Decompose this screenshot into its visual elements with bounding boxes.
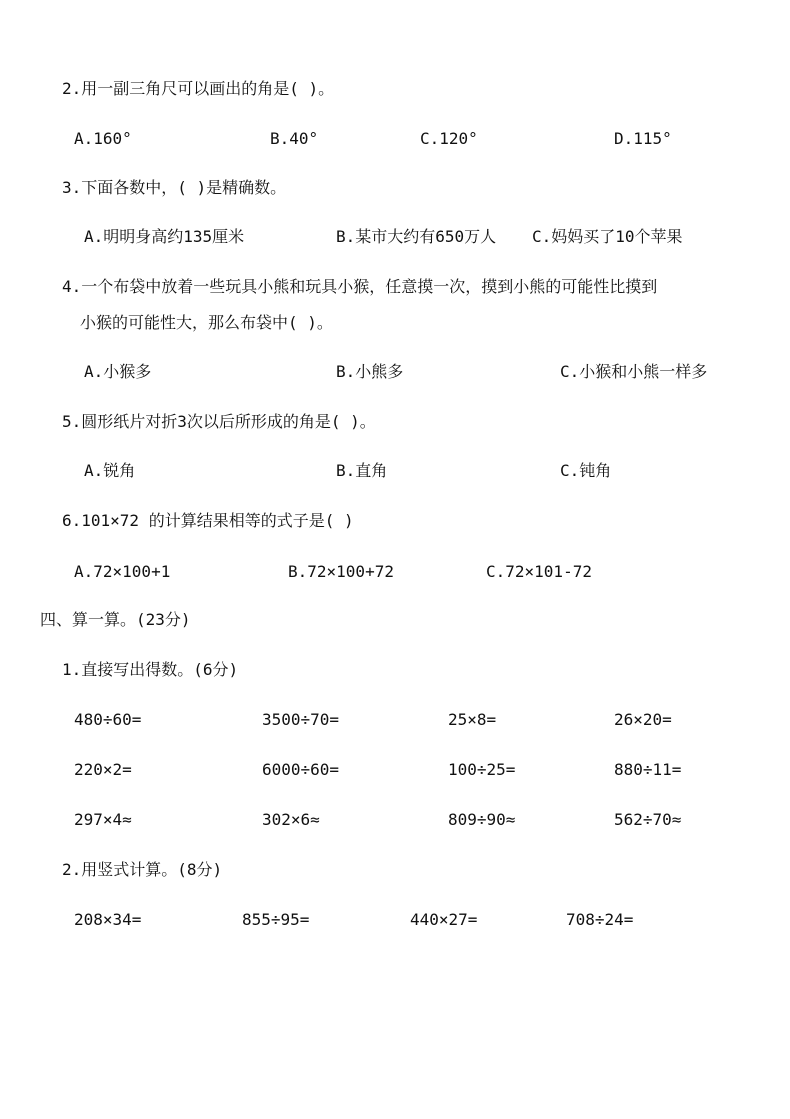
- calc-item: 880÷11=: [614, 760, 682, 779]
- calc-item: 100÷25=: [448, 760, 516, 779]
- q2-option-a: A.160°: [74, 129, 132, 148]
- q3-option-c: C.妈妈买了10个苹果: [532, 227, 683, 246]
- q3-option-a: A.明明身高约135厘米: [84, 227, 245, 246]
- q3-stem: 3.下面各数中，( )是精确数。: [62, 178, 287, 197]
- calc-item: 562÷70≈: [614, 810, 682, 829]
- calc-item: 302×6≈: [262, 810, 320, 829]
- q4-option-a: A.小猴多: [84, 362, 152, 381]
- q4-stem-line2: 小猴的可能性大，那么布袋中( )。: [80, 313, 333, 332]
- q2-option-d: D.115°: [614, 129, 672, 148]
- calc-item: 26×20=: [614, 710, 672, 729]
- vertical-calc-item: 440×27=: [410, 910, 478, 929]
- calc-item: 25×8=: [448, 710, 497, 729]
- q5-option-c: C.钝角: [560, 461, 612, 480]
- q4-option-b: B.小熊多: [336, 362, 404, 381]
- q2-option-c: C.120°: [420, 129, 478, 148]
- q5-stem: 5.圆形纸片对折3次以后所形成的角是( )。: [62, 412, 376, 431]
- part1-title: 1.直接写出得数。(6分): [62, 660, 239, 679]
- vertical-calc-item: 708÷24=: [566, 910, 634, 929]
- calc-item: 297×4≈: [74, 810, 132, 829]
- q4-stem-line1: 4.一个布袋中放着一些玩具小熊和玩具小猴，任意摸一次，摸到小熊的可能性比摸到: [62, 277, 658, 296]
- q6-option-c: C.72×101-72: [486, 562, 592, 581]
- q4-option-c: C.小猴和小熊一样多: [560, 362, 708, 381]
- q2-stem: 2.用一副三角尺可以画出的角是( )。: [62, 79, 335, 98]
- section4-heading: 四、算一算。(23分): [40, 610, 191, 629]
- calc-item: 220×2=: [74, 760, 132, 779]
- q6-option-a: A.72×100+1: [74, 562, 171, 581]
- vertical-calc-item: 208×34=: [74, 910, 142, 929]
- calc-item: 480÷60=: [74, 710, 142, 729]
- q2-option-b: B.40°: [270, 129, 319, 148]
- part2-title: 2.用竖式计算。(8分): [62, 860, 223, 879]
- q6-stem: 6.101×72 的计算结果相等的式子是( ): [62, 511, 354, 530]
- q5-option-a: A.锐角: [84, 461, 136, 480]
- calc-item: 809÷90≈: [448, 810, 516, 829]
- q6-option-b: B.72×100+72: [288, 562, 394, 581]
- calc-item: 3500÷70=: [262, 710, 340, 729]
- calc-item: 6000÷60=: [262, 760, 340, 779]
- vertical-calc-item: 855÷95=: [242, 910, 310, 929]
- q5-option-b: B.直角: [336, 461, 388, 480]
- q3-option-b: B.某市大约有650万人: [336, 227, 497, 246]
